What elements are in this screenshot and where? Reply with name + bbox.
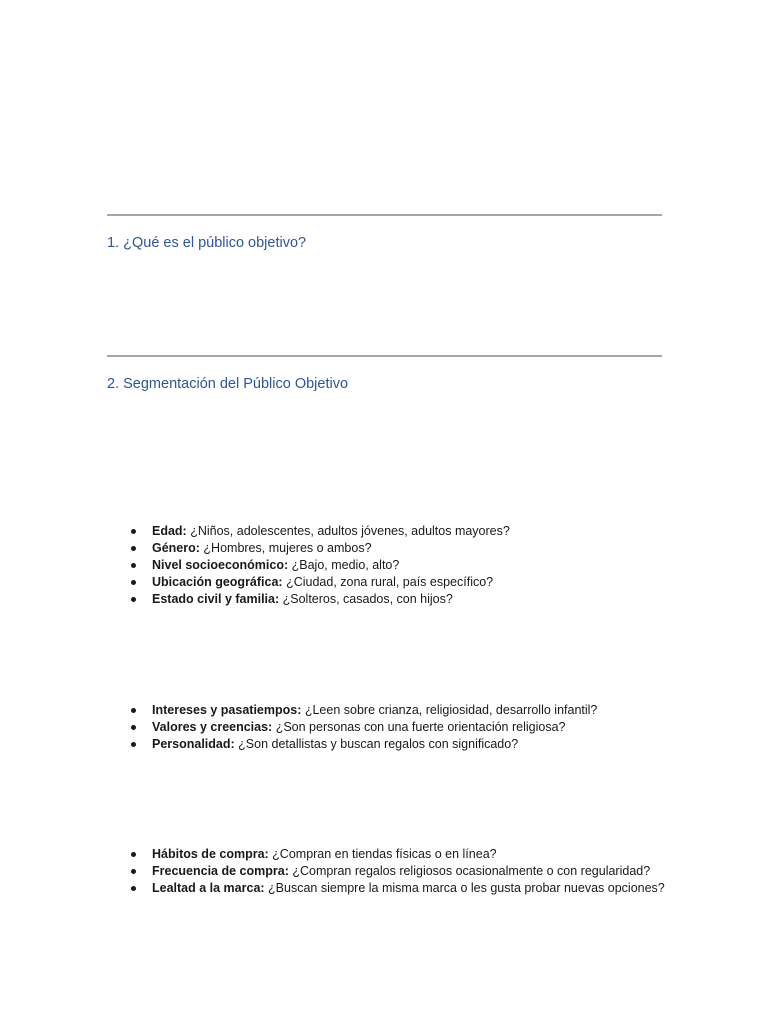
- section-divider-2: [107, 355, 662, 357]
- list-item-label: Ubicación geográfica:: [152, 575, 283, 589]
- list-item: [131, 702, 597, 719]
- list-item-text: ¿Hombres, mujeres o ambos?: [199, 541, 372, 555]
- list-item: [131, 523, 510, 540]
- list-item: [131, 557, 510, 574]
- bullet-icon: [131, 886, 136, 891]
- list-item: [131, 736, 597, 753]
- list-item-text: ¿Son detallistas y buscan regalos con significado?: [234, 737, 519, 751]
- list-item-label: Personalidad:: [152, 737, 235, 751]
- list-item: [131, 540, 510, 557]
- bullet-icon: [131, 742, 136, 747]
- section-divider-1: [107, 214, 662, 216]
- list-item-text: ¿Son personas con una fuerte orientación religiosa?: [272, 720, 566, 734]
- bullet-icon: [131, 852, 136, 857]
- list-item-label: Género:: [152, 541, 200, 555]
- list-item: [131, 719, 597, 736]
- list-item-text: ¿Ciudad, zona rural, país específico?: [282, 575, 494, 589]
- list-item-label: Nivel socioeconómico:: [152, 558, 289, 572]
- list-item: [131, 591, 510, 608]
- list-item-label: Hábitos de compra:: [152, 847, 269, 861]
- list-item-text: ¿Compran en tiendas físicas o en línea?: [268, 847, 497, 861]
- list-item-label: Frecuencia de compra:: [152, 864, 289, 878]
- bullet-icon: [131, 529, 136, 534]
- list-item-text: ¿Compran regalos religiosos ocasionalmente o con regularidad?: [288, 864, 651, 878]
- list-item: [131, 863, 665, 880]
- psychographic-list: [131, 702, 597, 753]
- bullet-icon: [131, 580, 136, 585]
- bullet-icon: [131, 869, 136, 874]
- bullet-icon: [131, 546, 136, 551]
- list-item-label: Valores y creencias:: [152, 720, 273, 734]
- list-item-text: ¿Leen sobre crianza, religiosidad, desarrollo infantil?: [301, 703, 598, 717]
- list-item-text: ¿Buscan siempre la misma marca o les gusta probar nuevas opciones?: [264, 881, 665, 895]
- list-item-text: ¿Niños, adolescentes, adultos jóvenes, adultos mayores?: [186, 524, 510, 538]
- bullet-icon: [131, 725, 136, 730]
- list-item-label: Edad:: [152, 524, 187, 538]
- list-item: [131, 880, 665, 897]
- list-item-label: Lealtad a la marca:: [152, 881, 265, 895]
- list-item: [131, 574, 510, 591]
- bullet-icon: [131, 708, 136, 713]
- list-item-text: ¿Solteros, casados, con hijos?: [279, 592, 453, 606]
- list-item-label: Estado civil y familia:: [152, 592, 280, 606]
- behavioral-list: [131, 846, 665, 897]
- list-item: [131, 846, 665, 863]
- bullet-icon: [131, 563, 136, 568]
- demographic-list: [131, 523, 510, 608]
- list-item-label: Intereses y pasatiempos:: [152, 703, 302, 717]
- list-item-text: ¿Bajo, medio, alto?: [288, 558, 400, 572]
- bullet-icon: [131, 597, 136, 602]
- section-heading-2: 2. Segmentación del Público Objetivo: [107, 376, 349, 392]
- section-heading-1: 1. ¿Qué es el público objetivo?: [107, 235, 307, 251]
